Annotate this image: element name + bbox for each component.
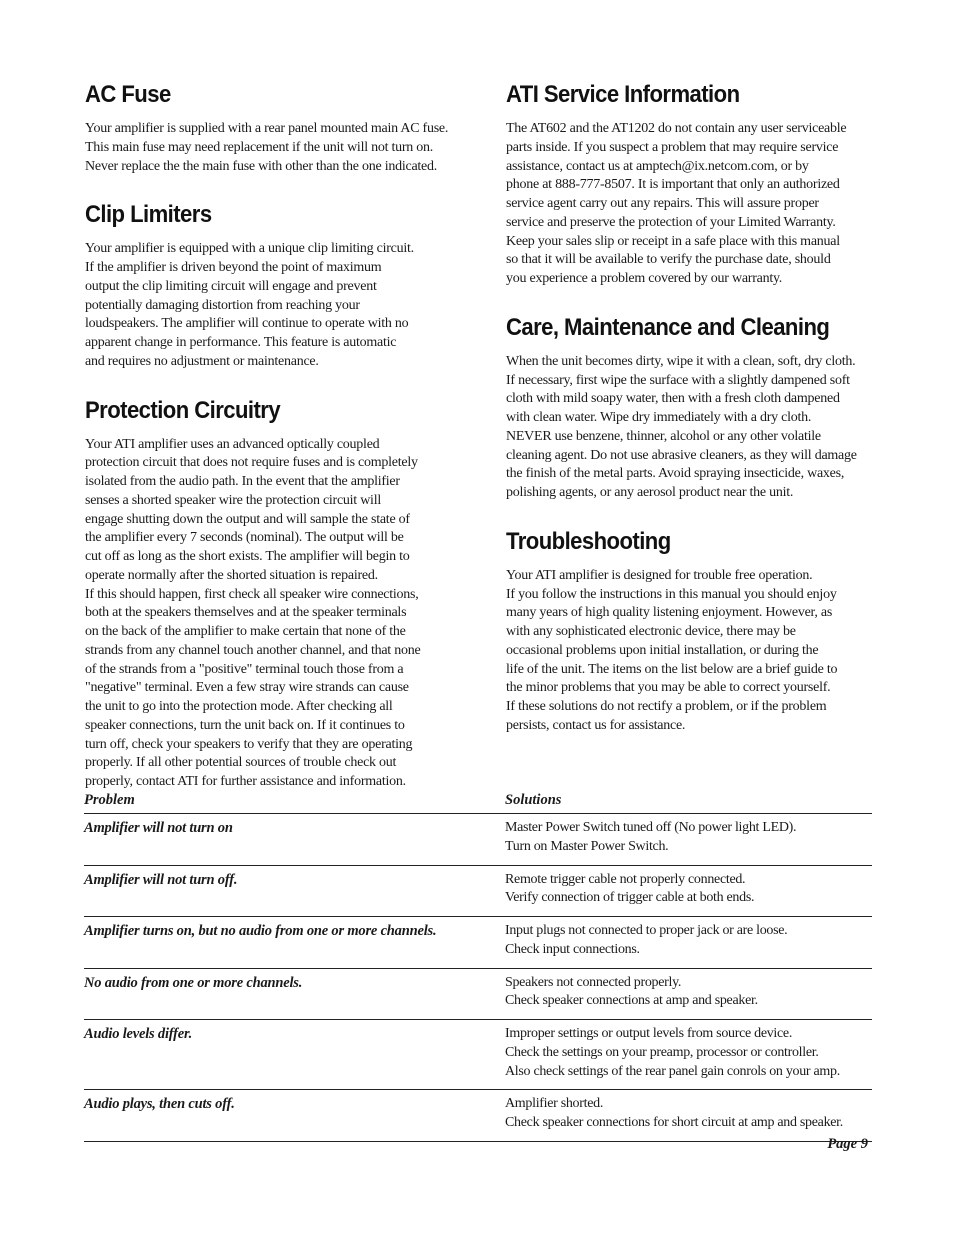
text-line: parts inside. If you suspect a problem that may require service <box>506 139 839 155</box>
text-line: the unit to go into the protection mode. After checking all <box>85 699 393 714</box>
text-line: output the clip limiting circuit will engage and prevent <box>85 278 377 294</box>
text-line: protection circuit that does not require fuses and is completely <box>85 455 418 471</box>
text-line: the minor problems that you may be able to correct yourself. <box>506 680 831 696</box>
solutions-column-header: Solutions <box>505 792 562 808</box>
text-line: Your ATI amplifier uses an advanced optically coupled <box>85 436 380 452</box>
text-line: The AT602 and the AT1202 do not contain any user serviceable <box>506 121 847 136</box>
text-line: assistance, contact us at amptech@ix.netcom.com, or by <box>506 158 809 174</box>
text-line: If these solutions do not rectify a problem, or if the problem <box>506 699 827 714</box>
section-troubleshooting <box>506 525 874 736</box>
text-line: persists, contact us for assistance. <box>506 717 686 733</box>
problem-cell: Audio levels differ. <box>84 1026 193 1042</box>
text-line: "negative" terminal. Even a few stray wire strands can cause <box>85 680 409 696</box>
text-line: If this should happen, first check all speaker wire connections, <box>85 586 419 602</box>
problem-cell: Audio plays, then cuts off. <box>84 1096 235 1113</box>
text-line: with clean water. Wipe dry immediately with a dry cloth. <box>506 410 812 425</box>
text-line: cleaning agent. Do not use abrasive cleaners, as they will damage <box>506 447 857 463</box>
text-line: If necessary, first wipe the surface with a slightly dampened soft <box>506 372 850 388</box>
solutions-cell <box>505 974 872 1012</box>
text-line: Keep your sales slip or receipt in a safe place with this manual <box>506 233 840 249</box>
solution-line: Amplifier shorted. <box>505 1096 604 1112</box>
solution-line: Input plugs not connected to proper jack or are loose. <box>505 923 788 938</box>
text-line: When the unit becomes dirty, wipe it with a clean, soft, dry cloth. <box>506 353 856 369</box>
section-body <box>506 567 874 736</box>
solutions-cell <box>505 819 872 857</box>
text-line: on the back of the amplifier to make certain that none of the <box>85 624 406 639</box>
right-column <box>506 78 874 758</box>
text-line: with any sophisticated electronic device, there may be <box>506 624 796 639</box>
text-line: the finish of the metal parts. Avoid spraying insecticide, waxes, <box>506 466 845 482</box>
text-line: If you follow the instructions in this manual you should enjoy <box>506 586 837 602</box>
text-line: cloth with mild soapy water, then with a fresh cloth dampened <box>506 391 840 407</box>
solutions-cell <box>505 1025 872 1081</box>
section-title: Protection Circuitry <box>85 396 281 424</box>
text-line: operate normally after the shorted situation is repaired. <box>85 567 378 583</box>
section-body <box>506 353 874 503</box>
table-row <box>84 917 872 969</box>
text-line: and requires no adjustment or maintenance. <box>85 353 319 369</box>
table-row <box>84 1020 872 1090</box>
text-line: potentially damaging distortion from reaching your <box>85 297 360 313</box>
solutions-cell <box>505 1095 872 1133</box>
solution-line: Remote trigger cable not properly connected. <box>505 871 746 887</box>
text-line: polishing agents, or any aerosol product near the unit. <box>506 485 794 500</box>
table-row <box>84 969 872 1021</box>
text-line: senses a shorted speaker wire the protection circuit will <box>85 492 381 508</box>
section-ac-fuse <box>85 78 450 176</box>
text-line: strands from any channel touch another channel, and that none <box>85 642 421 658</box>
text-line: If the amplifier is driven beyond the point of maximum <box>85 260 382 275</box>
solution-line: Master Power Switch tuned off (No power light LED). <box>505 820 797 835</box>
page-number: Page 9 <box>827 1136 868 1152</box>
solutions-cell <box>505 922 872 960</box>
section-title: Troubleshooting <box>506 527 671 555</box>
text-line: Your ATI amplifier is designed for trouble free operation. <box>506 567 813 583</box>
text-line: This main fuse may need replacement if the unit will not turn on. <box>85 139 434 155</box>
text-line: apparent change in performance. This feature is automatic <box>85 335 397 350</box>
solution-line: Check input connections. <box>505 941 640 957</box>
text-line: Never replace the the main fuse with other than the one indicated. <box>85 158 438 174</box>
left-column <box>85 78 450 814</box>
problem-cell: Amplifier will not turn off. <box>84 871 238 888</box>
text-line: both at the speakers themselves and at the speaker terminals <box>85 605 407 621</box>
solution-line: Turn on Master Power Switch. <box>505 838 669 854</box>
section-title: Care, Maintenance and Cleaning <box>506 313 830 341</box>
section-care-maintenance-cleaning <box>506 311 874 503</box>
section-clip-limiters <box>85 198 450 371</box>
text-line: speaker connections, turn the unit back on. If it continues to <box>85 717 405 733</box>
section-protection-circuitry <box>85 394 450 792</box>
text-line: properly, contact ATI for further assistance and information. <box>85 774 406 789</box>
text-line: Your amplifier is supplied with a rear panel mounted main AC fuse. <box>85 121 449 136</box>
table-row <box>84 814 872 866</box>
text-line: loudspeakers. The amplifier will continue to operate with no <box>85 316 409 332</box>
solution-line: Check speaker connections at amp and speaker. <box>505 993 758 1009</box>
solution-line: Speakers not connected properly. <box>505 974 682 990</box>
table-header-row <box>84 786 872 814</box>
text-line: many years of high quality listening enjoyment. However, as <box>506 605 833 621</box>
text-line: engage shutting down the output and will sample the state of <box>85 511 410 527</box>
solutions-cell <box>505 871 872 909</box>
solution-line: Check speaker connections for short circuit at amp and speaker. <box>505 1115 843 1130</box>
text-line: cut off as long as the short exists. The amplifier will begin to <box>85 549 410 564</box>
troubleshooting-table <box>84 786 872 1142</box>
solution-line: Also check settings of the rear panel gain conrols on your amp. <box>505 1063 840 1079</box>
text-line: of the strands from a "positive" terminal touch those from a <box>85 661 404 677</box>
text-line: occasional problems upon initial installation, or during the <box>506 642 819 658</box>
solution-line: Improper settings or output levels from source device. <box>505 1026 793 1041</box>
table-row <box>84 866 872 918</box>
text-line: you experience a problem covered by our warranty. <box>506 271 783 286</box>
problem-cell: No audio from one or more channels. <box>84 974 303 991</box>
section-body <box>85 240 450 371</box>
problem-column-header: Problem <box>84 792 135 808</box>
text-line: service agent carry out any repairs. This will assure proper <box>506 196 819 211</box>
problem-cell: Amplifier will not turn on <box>84 820 233 836</box>
table-row <box>84 1090 872 1142</box>
solution-line: Check the settings on your preamp, processor or controller. <box>505 1044 819 1060</box>
text-line: service and preserve the protection of your Limited Warranty. <box>506 214 836 230</box>
section-title: ATI Service Information <box>506 81 740 108</box>
text-line: turn off, check your speakers to verify that they are operating <box>85 736 413 752</box>
section-title: AC Fuse <box>85 81 171 108</box>
text-line: life of the unit. The items on the list below are a brief guide to <box>506 661 838 677</box>
solution-line: Verify connection of trigger cable at both ends. <box>505 890 755 906</box>
section-body <box>85 436 450 792</box>
text-line: so that it will be available to verify the purchase date, should <box>506 252 831 268</box>
text-line: isolated from the audio path. In the event that the amplifier <box>85 474 400 489</box>
text-line: the amplifier every 7 seconds (nominal). The output will be <box>85 530 404 546</box>
text-line: Your amplifier is equipped with a unique clip limiting circuit. <box>85 241 414 257</box>
section-title: Clip Limiters <box>85 201 212 229</box>
problem-cell: Amplifier turns on, but no audio from one or more channels. <box>84 923 437 939</box>
text-line: phone at 888-777-8507. It is important that only an authorized <box>506 177 840 193</box>
section-body <box>506 120 874 289</box>
text-line: properly. If all other potential sources of trouble check out <box>85 755 397 771</box>
text-line: NEVER use benzene, thinner, alcohol or any other volatile <box>506 428 821 444</box>
section-ati-service-information <box>506 78 874 289</box>
section-body <box>85 120 450 176</box>
